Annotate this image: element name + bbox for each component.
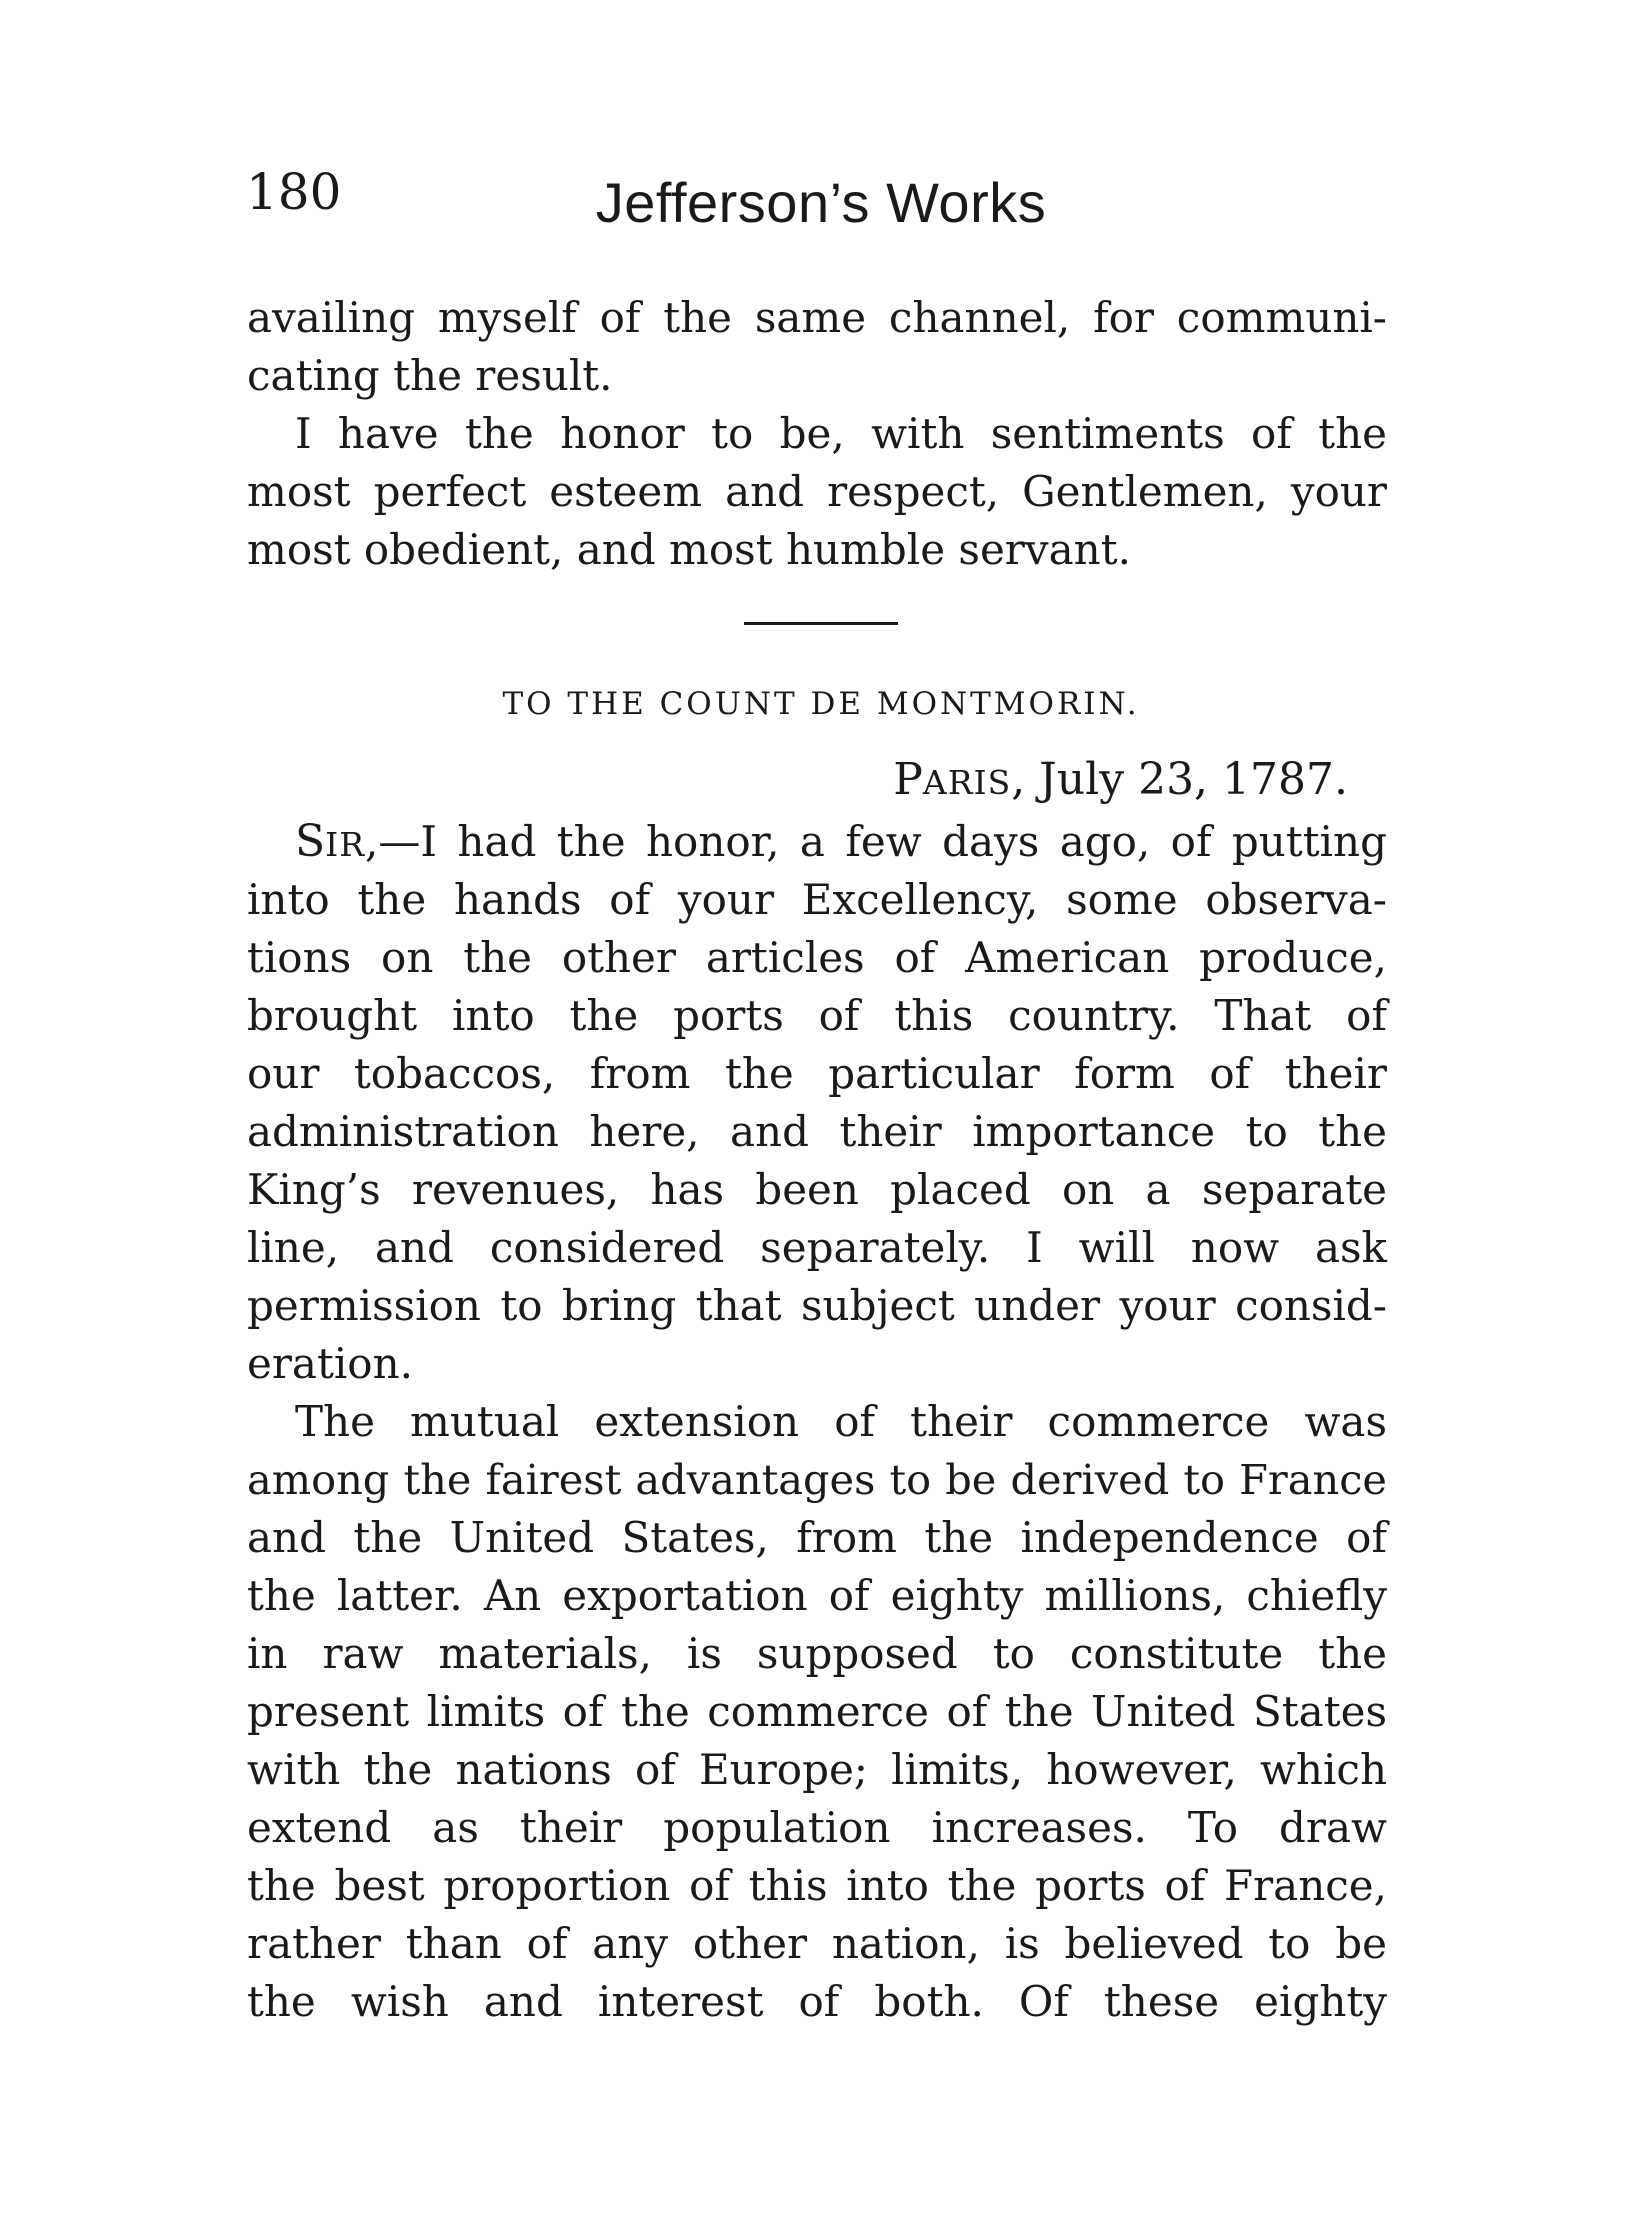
text-line: King’s revenues, has been placed on a separate — [247, 1165, 1387, 1214]
text-line: most obedient, and most humble servant. — [247, 525, 1131, 574]
text-line: the best proportion of this into the ports of France, — [247, 1861, 1387, 1910]
text-line: into the hands of your Excellency, some observa- — [247, 875, 1387, 924]
paragraph-first-line: ,—I had the honor, a few days ago, of putting — [365, 817, 1387, 866]
text-line — [295, 814, 1387, 873]
text-line: cating the result. — [247, 351, 613, 400]
text-line: extend as their population increases. To draw — [247, 1803, 1387, 1852]
text-line: in raw materials, is supposed to constitute the — [247, 1629, 1387, 1678]
text-line: rather than of any other nation, is believed to be — [247, 1919, 1387, 1968]
dateline-place-rest: ARIS — [922, 763, 1012, 802]
section-divider — [744, 622, 898, 625]
text-line: The mutual extension of their commerce was — [295, 1397, 1387, 1446]
text-line: availing myself of the same channel, for communi- — [247, 293, 1387, 342]
text-line: most perfect esteem and respect, Gentlemen, your — [247, 467, 1387, 516]
dateline-date: , July 23, 1787. — [1011, 754, 1348, 805]
text-line: line, and considered separately. I will now ask — [247, 1223, 1387, 1272]
salutation-initial: S — [295, 816, 326, 867]
text-line: present limits of the commerce of the United States — [247, 1687, 1387, 1736]
dateline — [893, 752, 1348, 811]
text-line: our tobaccos, from the particular form of their — [247, 1049, 1387, 1098]
text-line: and the United States, from the independence of — [247, 1513, 1387, 1562]
text-line: eration. — [247, 1339, 413, 1388]
letter-heading: TO THE COUNT DE MONTMORIN. — [502, 686, 1140, 722]
running-title: Jefferson’s Works — [595, 171, 1047, 234]
text-line: permission to bring that subject under your consid- — [247, 1281, 1387, 1330]
dateline-place-initial: P — [893, 754, 923, 805]
salutation-rest: IR — [325, 825, 366, 864]
text-line: among the fairest advantages to be derived to France — [247, 1455, 1387, 1504]
text-line: the wish and interest of both. Of these eighty — [247, 1977, 1387, 2026]
text-line: brought into the ports of this country. That of — [247, 991, 1387, 1040]
text-line: administration here, and their importance to the — [247, 1107, 1387, 1156]
text-line: tions on the other articles of American produce, — [247, 933, 1387, 982]
text-line: with the nations of Europe; limits, however, which — [247, 1745, 1387, 1794]
text-line: the latter. An exportation of eighty millions, chiefly — [247, 1571, 1387, 1620]
text-line: I have the honor to be, with sentiments of the — [295, 409, 1387, 458]
page-number: 180 — [246, 163, 342, 221]
